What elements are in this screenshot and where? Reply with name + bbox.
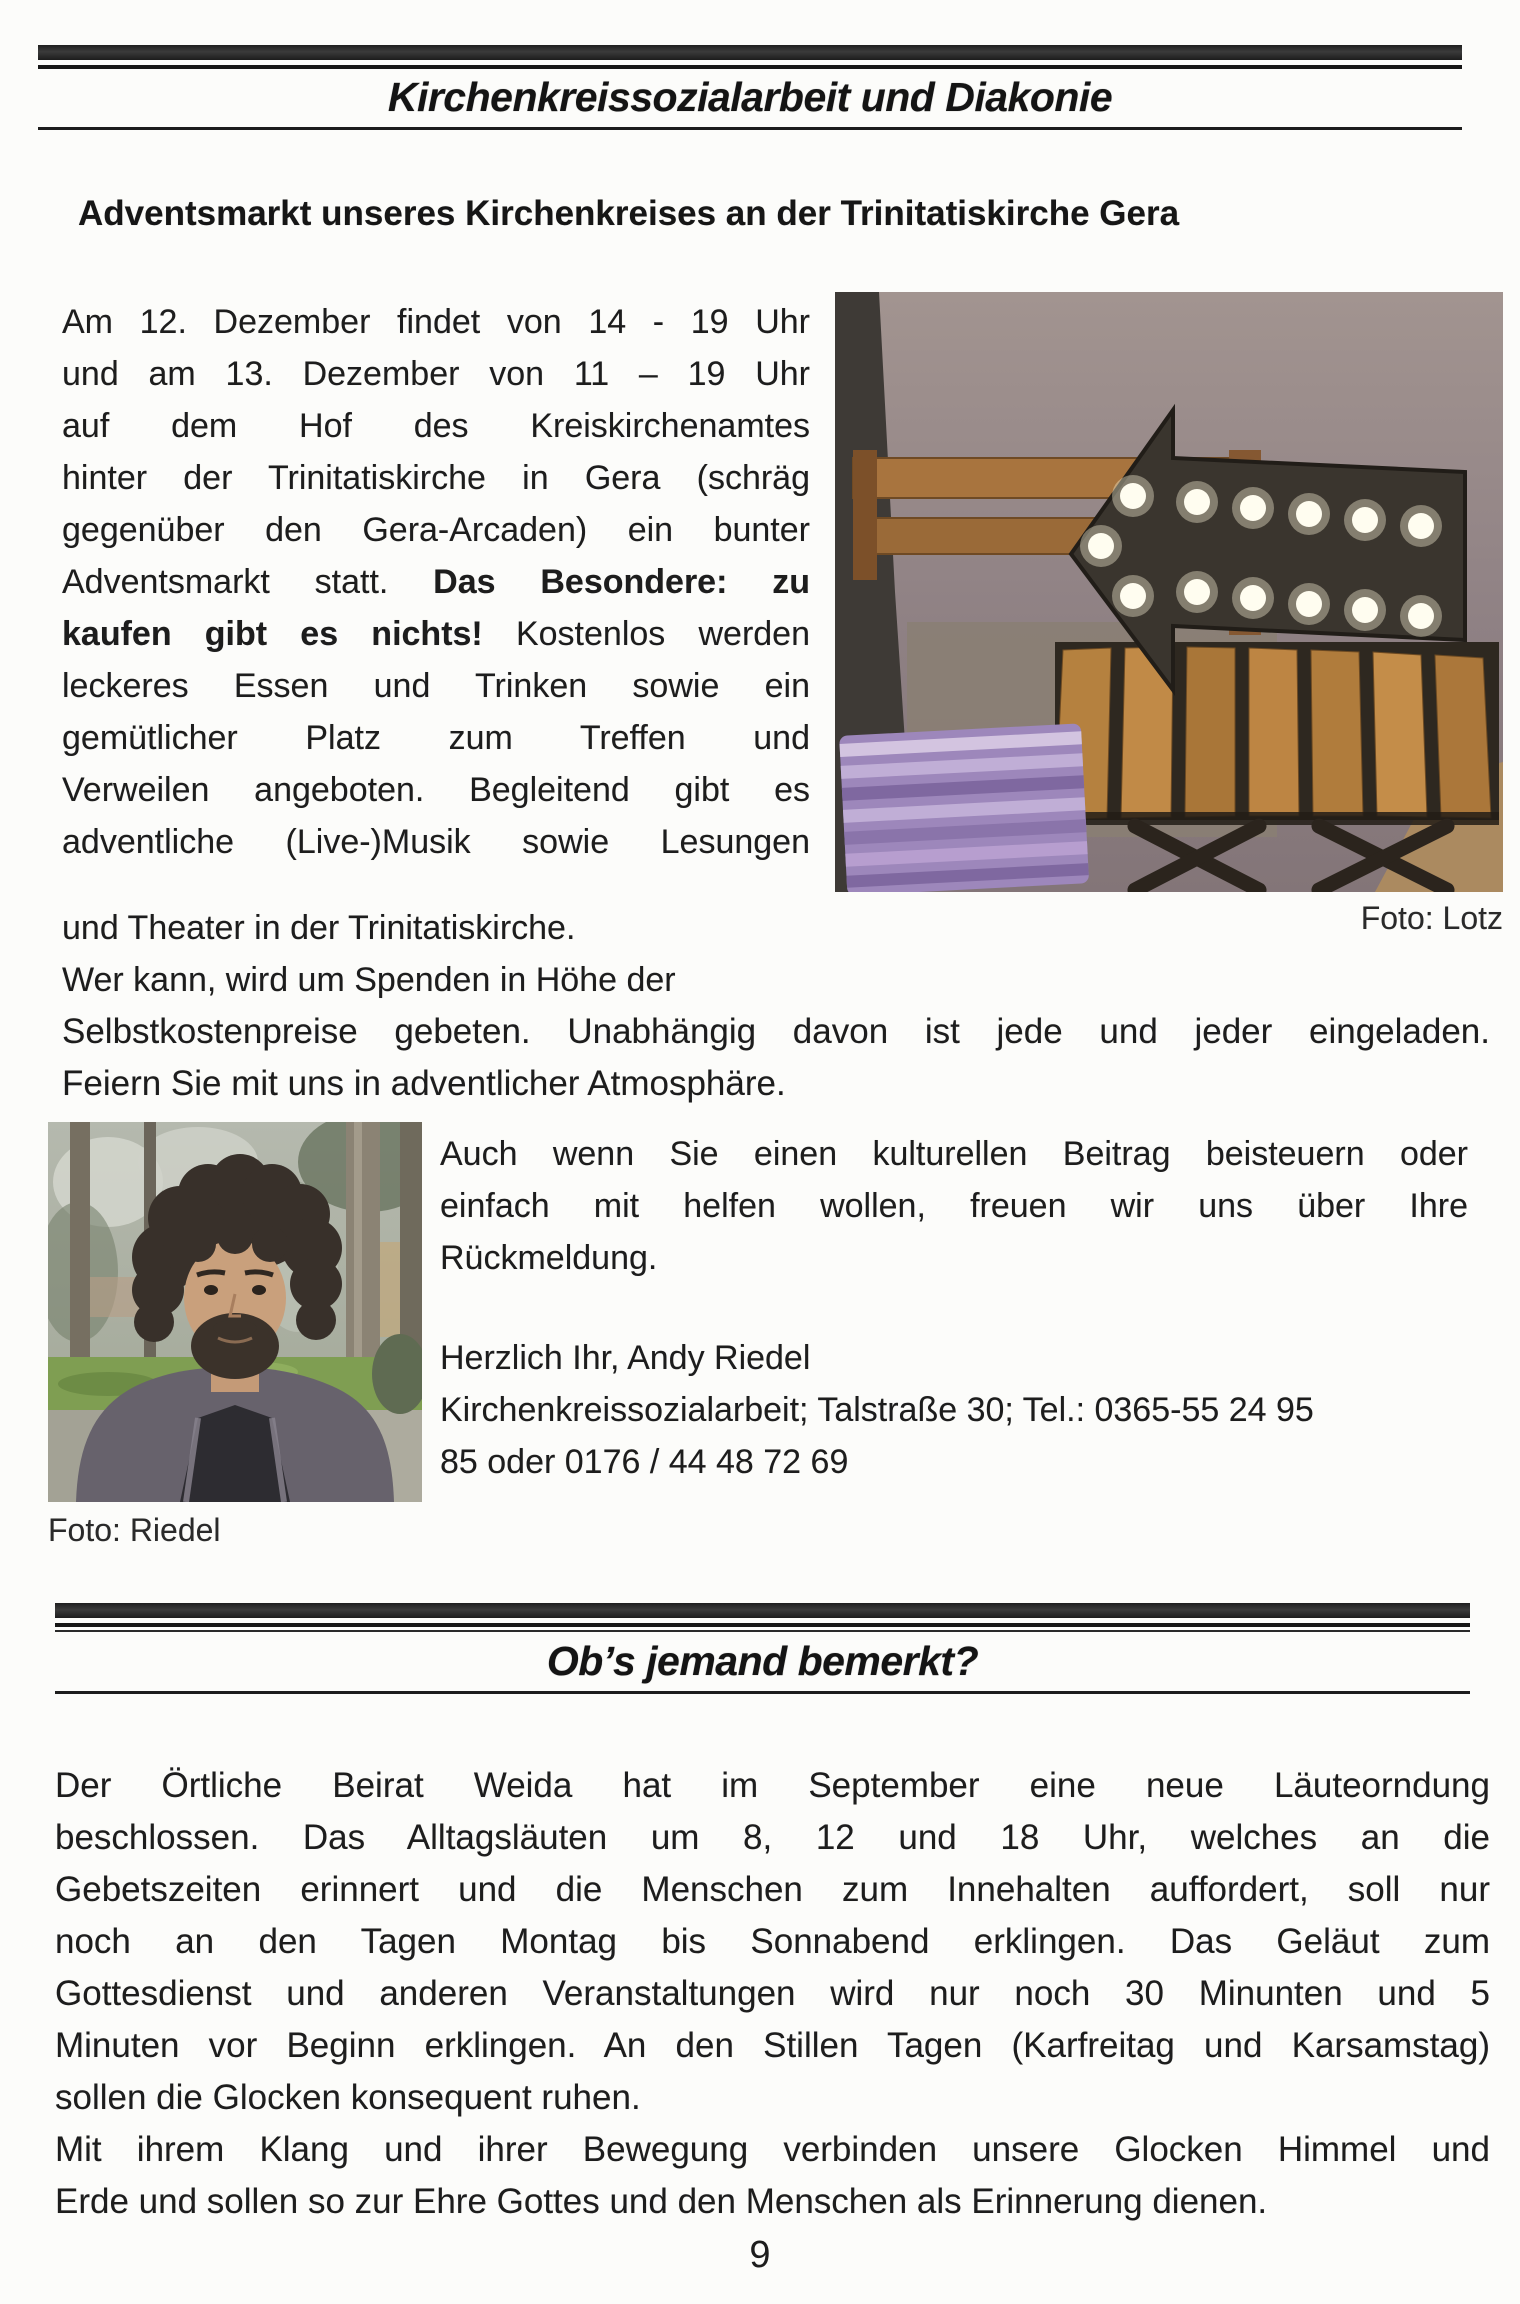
text-line: Mit ihrem Klang und ihrer Bewegung verbinden unsere Glocken Himmel und: [55, 2130, 1490, 2169]
signoff-address-phone: Kirchenkreissozialarbeit; Talstraße 30; Tel.: 0365-55 24 95: [440, 1391, 1314, 1429]
photo-caption-lotz: Foto: Lotz: [1360, 900, 1503, 936]
text-line: und am 13. Dezember von 11 – 19 Uhr: [62, 355, 810, 393]
rule-under-title: [55, 1691, 1470, 1694]
text-segment-bold: kaufen gibt es nichts!: [62, 615, 483, 653]
article-continuation: [62, 902, 1490, 1110]
text-line: gemütlicher Platz zum Treffen und: [62, 719, 810, 757]
text-line: leckeres Essen und Trinken sowie ein: [62, 667, 810, 705]
text-line: und Theater in der Trinitatiskirche.: [62, 909, 576, 947]
text-line: Minuten vor Beginn erklingen. An den Stillen Tagen (Karfreitag und Karsamstag): [55, 2026, 1490, 2065]
text-line-mixed: [62, 608, 810, 660]
text-line: sollen die Glocken konsequent ruhen.: [55, 2078, 641, 2117]
rule-thick-top: [55, 1603, 1470, 1618]
article-heading: Adventsmarkt unseres Kirchenkreises an der Trinitatiskirche Gera: [78, 194, 1180, 233]
rule-thin-top2: [55, 1630, 1470, 1632]
text-line: Selbstkostenpreise gebeten. Unabhängig davon ist jede und jeder eingeladen.: [62, 1012, 1490, 1051]
adventsmarkt-photo-art: [835, 292, 1503, 892]
text-line: beschlossen. Das Alltagsläuten um 8, 12 und 18 Uhr, welches an die: [55, 1818, 1490, 1857]
text-line: Der Örtliche Beirat Weida hat im September eine neue Läuteorndung: [55, 1766, 1490, 1805]
rule-thin-top: [55, 1623, 1470, 1627]
text-line: auf dem Hof des Kreiskirchenamtes: [62, 407, 810, 445]
portrait-photo-art: [48, 1122, 422, 1502]
article-text-column: [62, 296, 810, 868]
rule-thick-top: [38, 45, 1462, 60]
text-line: Wer kann, wird um Spenden in Höhe der: [62, 961, 676, 999]
photo-caption-riedel: Foto: Riedel: [48, 1512, 221, 1548]
text-line: Rückmeldung.: [440, 1239, 658, 1277]
signoff-phone2: 85 oder 0176 / 44 48 72 69: [440, 1443, 849, 1481]
text-line: Feiern Sie mit uns in adventlicher Atmosphäre.: [62, 1064, 786, 1103]
text-line: Erde und sollen so zur Ehre Gottes und den Menschen als Erinnerung dienen.: [55, 2182, 1268, 2221]
text-line: Verweilen angeboten. Begleitend gibt es: [62, 771, 810, 809]
text-segment: Adventsmarkt statt.: [62, 563, 434, 601]
text-segment-bold: Das Besondere: zu: [433, 563, 810, 601]
reply-paragraph: [440, 1128, 1468, 1284]
text-line: Am 12. Dezember findet von 14 - 19 Uhr: [62, 303, 810, 341]
section-title-bemerkt: Ob’s jemand bemerkt?: [546, 1638, 979, 1684]
text-line: Auch wenn Sie einen kulturellen Beitrag beisteuern oder: [440, 1135, 1468, 1173]
text-line: Gebetszeiten erinnert und die Menschen zum Innehalten auffordert, soll nur: [55, 1870, 1490, 1909]
portrait-photo: [48, 1122, 422, 1502]
rule-under-title: [38, 127, 1462, 130]
adventsmarkt-photo: [835, 292, 1503, 892]
signoff-block: [440, 1332, 1468, 1488]
page-number: 9: [749, 2234, 771, 2276]
text-line-mixed: [62, 556, 810, 608]
rule-thin-top: [38, 65, 1462, 69]
section-header-bemerkt: [55, 1603, 1470, 1698]
text-line: adventliche (Live-)Musik sowie Lesungen: [62, 823, 810, 861]
text-line: gegenüber den Gera-Arcaden) ein bunter: [62, 511, 810, 549]
signoff-name: Herzlich Ihr, Andy Riedel: [440, 1339, 811, 1377]
text-line: hinter der Trinitatiskirche in Gera (schräg: [62, 459, 810, 497]
text-line: Gottesdienst und anderen Veranstaltungen wird nur noch 30 Minunten und 5: [55, 1974, 1490, 2013]
text-line: noch an den Tagen Montag bis Sonnabend erklingen. Das Geläut zum: [55, 1922, 1490, 1961]
text-segment: Kostenlos werden: [482, 615, 810, 653]
text-line: einfach mit helfen wollen, freuen wir uns über Ihre: [440, 1187, 1468, 1225]
section-title-diakonie: Kirchenkreissozialarbeit und Diakonie: [387, 74, 1113, 120]
laeuteordnung-paragraph: [55, 1760, 1490, 2228]
section-header-diakonie: [38, 45, 1462, 175]
